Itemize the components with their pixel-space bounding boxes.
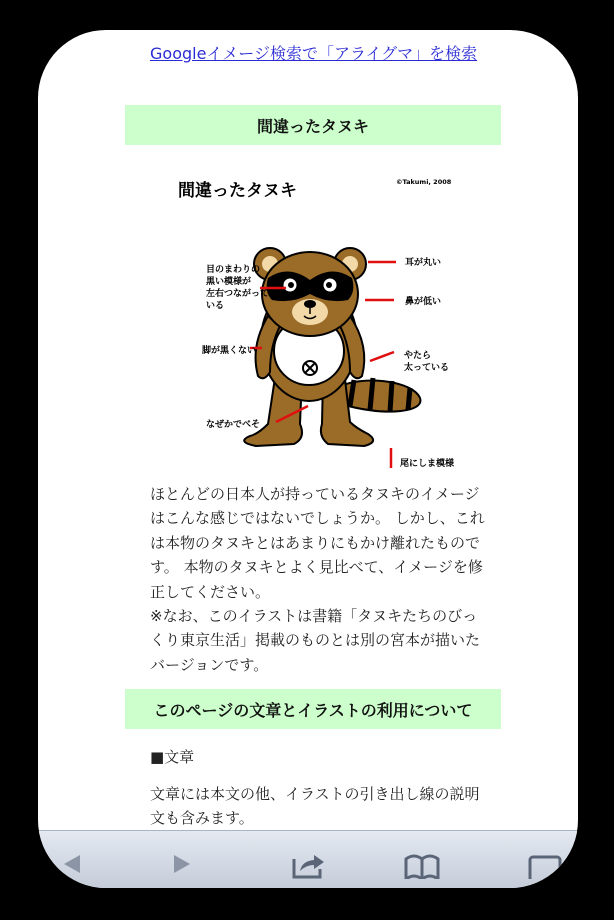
tabs-icon[interactable] — [526, 849, 566, 879]
annotation-legs: 脚が黒くない — [202, 346, 257, 356]
paragraph-text: ほとんどの日本人が持っているタヌキのイメージはこんな感じではないでしょうか。 しかし、これは本物のタヌキとはあまりにもかけ離れたものです。 本物のタヌキとよく見比べて、イメージを修正してください。 ※なお、このイラストは書籍「タヌキたちのびっくり東京生活」掲載のものとは別の宮本が描いたバージョンです。 — [150, 485, 485, 674]
annotation-feet: なぜかでべそ — [206, 420, 261, 430]
annotation-eyes: 目のまわりの 黒い模様が 左右つながって いる — [206, 265, 270, 311]
annotation-ears: 耳が丸い — [405, 258, 442, 268]
section-heading-text-usage: このページの文章とイラストの利用について — [153, 700, 473, 720]
paragraph-secondary: 文章には本文の他、イラストの引き出し線の説明文も含みます。 — [150, 785, 480, 827]
share-icon[interactable] — [288, 849, 328, 879]
illustration-credit: ©Takumi, 2008 — [396, 178, 452, 186]
back-arrow-icon[interactable] — [52, 849, 92, 879]
browser-screen — [38, 30, 578, 888]
annotation-tail: 尾にしま模様 — [400, 459, 455, 468]
section-heading-wrong-tanuki — [125, 105, 501, 145]
navel-icon — [303, 361, 317, 375]
section-heading-usage — [125, 689, 501, 729]
wrong-tanuki-illustration — [158, 166, 458, 468]
bookmarks-icon[interactable] — [402, 849, 442, 879]
forward-arrow-icon[interactable] — [162, 849, 202, 879]
google-image-search-link[interactable]: Googleイメージ検索で「アライグマ」を検索 — [150, 44, 478, 63]
paragraph-main — [150, 482, 485, 677]
illustration-title: 間違ったタヌキ — [178, 181, 297, 201]
annotation-body: やたら 太っている — [404, 351, 450, 373]
subheading-text: ■文章 — [150, 748, 195, 766]
section-heading-text: 間違ったタヌキ — [256, 116, 369, 136]
browser-toolbar — [38, 830, 578, 888]
page-content — [38, 30, 578, 830]
annotation-nose: 鼻が低い — [405, 297, 442, 307]
